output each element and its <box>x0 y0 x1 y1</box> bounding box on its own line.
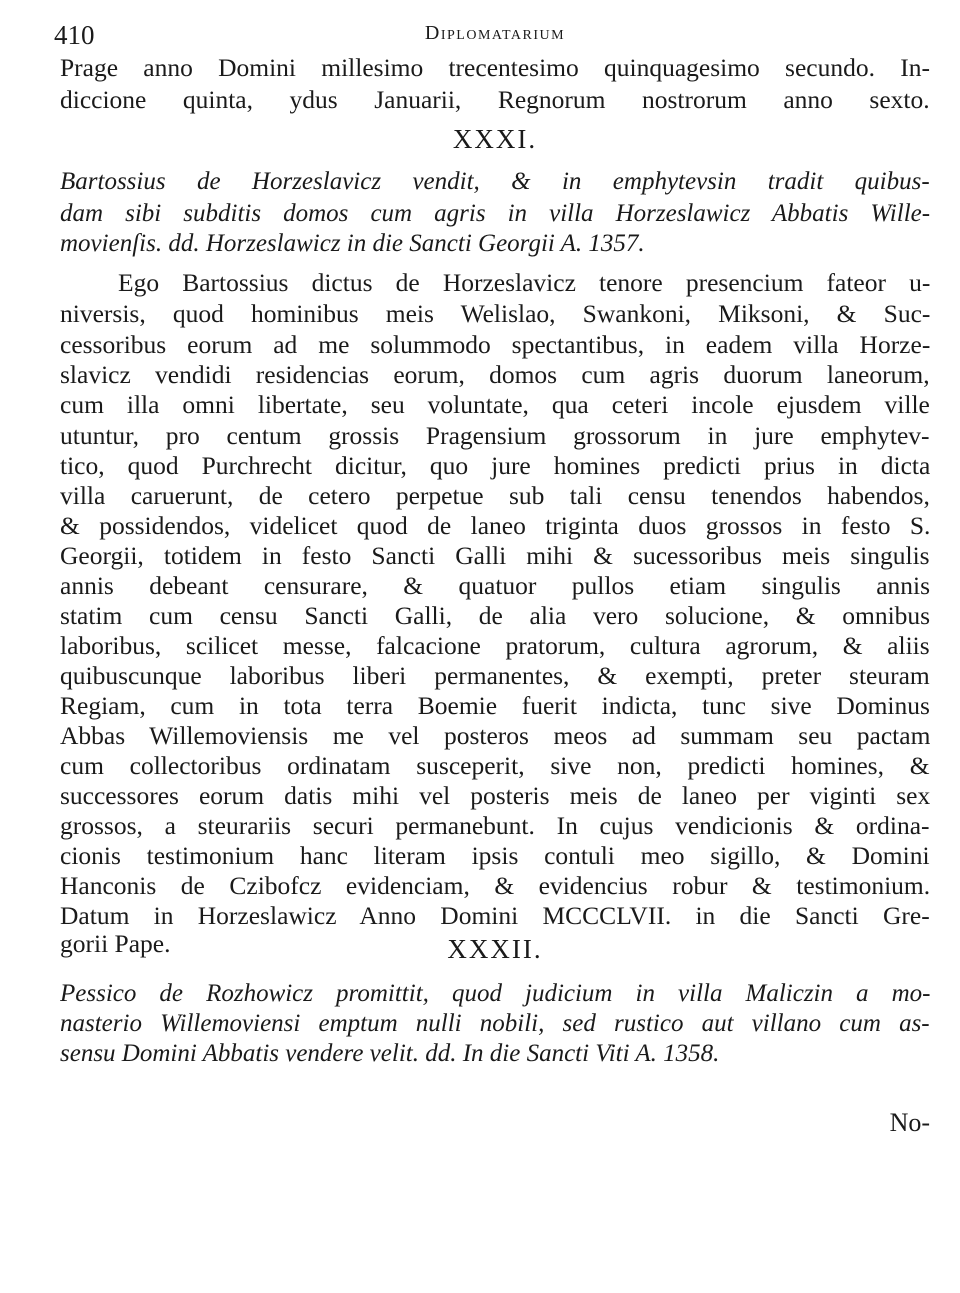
page-number: 410 <box>54 20 95 50</box>
charter-number-xxxii: XXXII. <box>447 934 543 964</box>
text-line: Prage anno Domini millesimo trecentesimo quinquagesimo secundo. In- <box>60 53 930 82</box>
charter-text-line: quibuscunque laboribus liberi permanentes, & exempti, preter steuram <box>60 661 930 690</box>
charter-text-line: successores eorum datis mihi vel posteris meis de laneo per viginti sex <box>60 781 930 810</box>
charter-text-line: Abbas Willemoviensis me vel posteros meos ad summam seu pactam <box>60 721 930 750</box>
charter-text-line: slavicz vendidi residencias eorum, domos cum agris duorum laneorum, <box>60 360 930 389</box>
charter-text-line: utuntur, pro centum grossis Pragensium grossorum in jure emphytev- <box>60 421 930 450</box>
text-line: diccione quinta, ydus Januarii, Regnorum nostrorum anno sexto. <box>60 85 930 114</box>
charter-rubric-line: Pessico de Rozhowicz promittit, quod judicium in villa Maliczin a mo- <box>60 980 930 1007</box>
running-head <box>54 14 930 50</box>
charter-text-line: Ego Bartossius dictus de Horzeslavicz tenore presencium fateor u- <box>118 268 930 297</box>
charter-text-line: Hanconis de Czibofcz evidenciam, & evidencius robur & testimonium. <box>60 871 930 900</box>
charter-rubric-line: dam sibi subditis domos cum agris in villa Horzeslawicz Abbatis Wille- <box>60 200 930 227</box>
charter-text-line: niversis, quod hominibus meis Welislao, Swankoni, Miksoni, & Suc- <box>60 299 930 328</box>
charter-rubric-line: nasterio Willemoviensi emptum nulli nobili, sed rustico aut villano cum as- <box>60 1010 930 1037</box>
charter-rubric-line: sensu Domini Abbatis vendere velit. dd. In die Sancti Viti A. 1358. <box>60 1040 720 1067</box>
charter-text-line: tico, quod Purchrecht dicitur, quo jure homines predicti prius in dicta <box>60 451 930 480</box>
charter-text-line: Georgii, totidem in festo Sancti Galli mihi & sucessoribus meis singulis <box>60 541 930 570</box>
charter-text-line: cessoribus eorum ad me solummodo spectantibus, in eadem villa Horze- <box>60 330 930 359</box>
book-page <box>54 0 930 1293</box>
catchword: No- <box>889 1108 930 1137</box>
charter-text-line: Datum in Horzeslawicz Anno Domini MCCCLVII. in die Sancti Gre- <box>60 901 930 930</box>
charter-text-line: & possidendos, videlicet quod de laneo triginta duos grossos in festo S. <box>60 511 930 540</box>
charter-text-line: annis debeant censurare, & quatuor pullos etiam singulis annis <box>60 571 930 600</box>
charter-text-line: gorii Pape. <box>60 929 171 958</box>
charter-text-line: grossos, a steurariis securi permanebunt. In cujus vendicionis & ordina- <box>60 811 930 840</box>
charter-text-line: Regiam, cum in tota terra Boemie fuerit indicta, tunc sive Dominus <box>60 691 930 720</box>
charter-text-line: laboribus, scilicet messe, falcacione pratorum, cultura agrorum, & aliis <box>60 631 930 660</box>
charter-text-line: cionis testimonium hanc literam ipsis contuli meo sigillo, & Domini <box>60 841 930 870</box>
charter-text-line: cum illa omni libertate, seu voluntate, qua ceteri incole ejusdem ville <box>60 390 930 419</box>
header-title: Diplomatarium <box>424 22 566 44</box>
charter-text-line: villa caruerunt, de cetero perpetue sub tali censu tenendos habendos, <box>60 481 930 510</box>
charter-text-line: cum collectoribus ordinatam susceperit, sive non, predicti homines, & <box>60 751 930 780</box>
charter-text-line: statim cum censu Sancti Galli, de alia vero solucione, & omnibus <box>60 601 930 630</box>
charter-rubric-line: Bartossius de Horzeslavicz vendit, & in emphytevsin tradit quibus- <box>60 168 930 195</box>
charter-rubric-line: movienſis. dd. Horzeslawicz in die Sancti Georgii A. 1357. <box>60 230 645 257</box>
charter-number-xxxi: XXXI. <box>452 124 538 154</box>
